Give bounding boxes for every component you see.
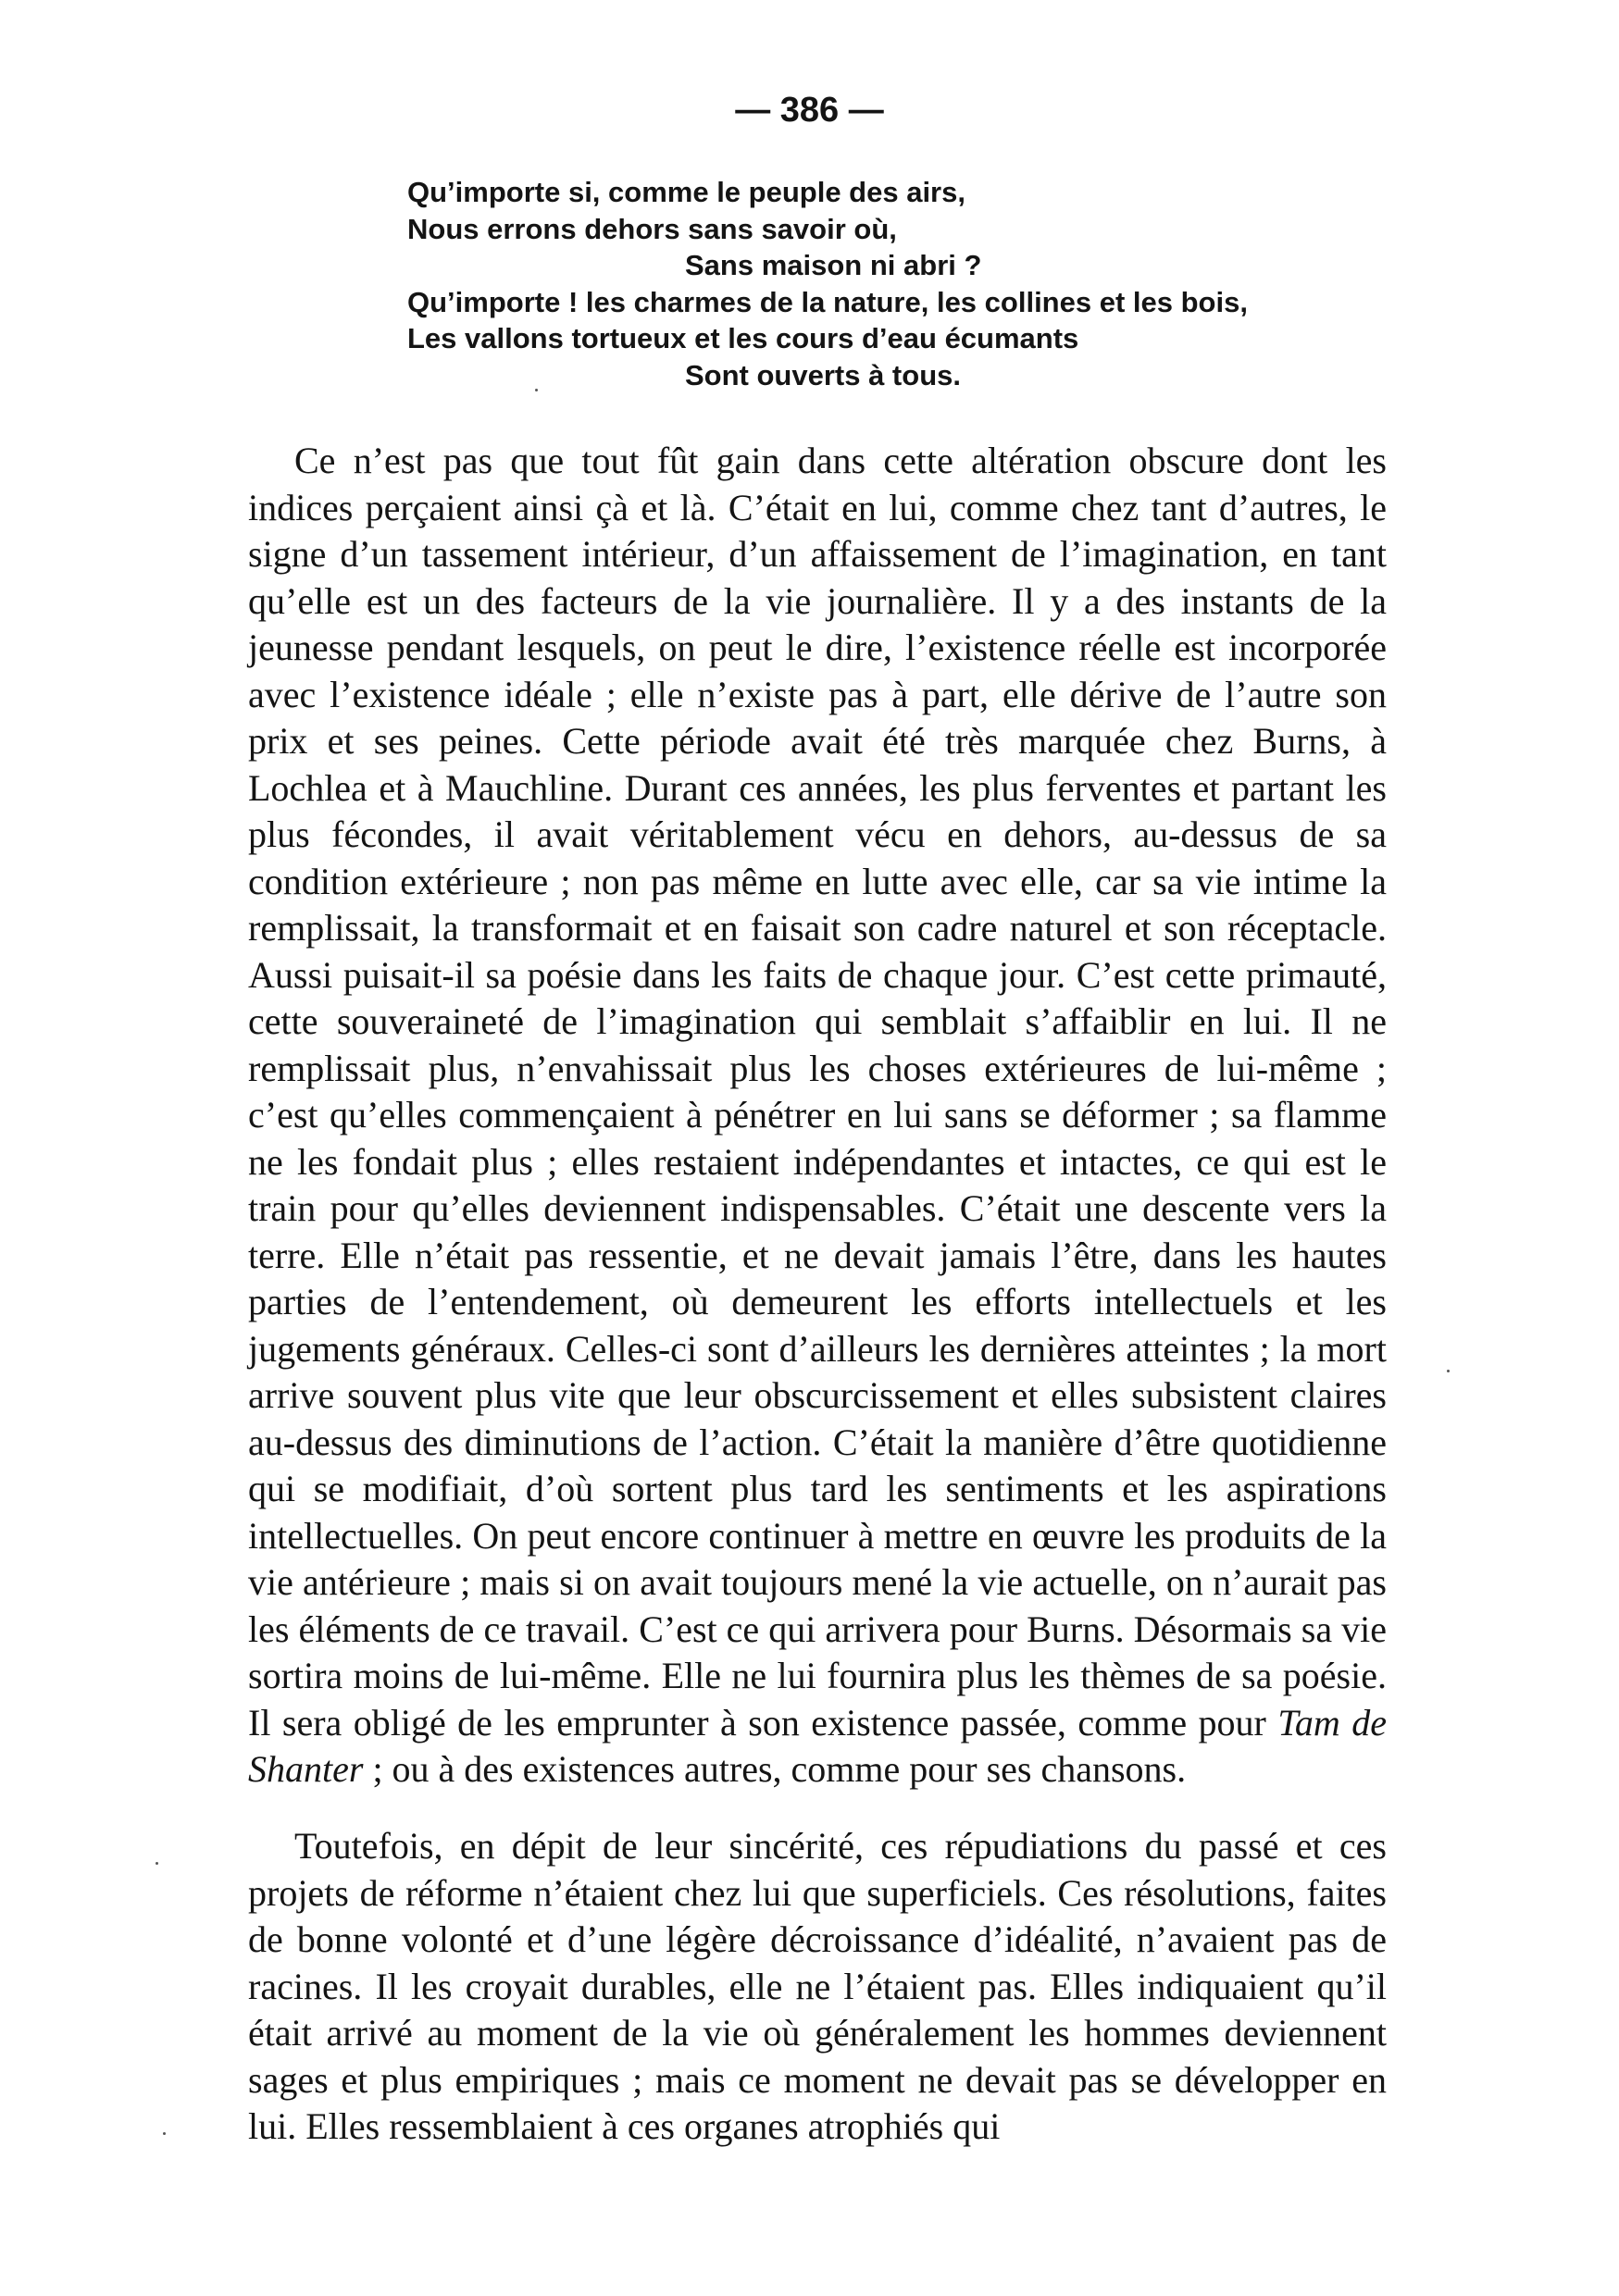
poem-line: Qu’importe ! les charmes de la nature, les collines et les bois, bbox=[407, 285, 1248, 318]
paragraph-1-text-a: Ce n’est pas que tout fût gain dans cette altération obscure dont les indices perçaient ainsi çà et là. C’était en lui, comme chez tant d’autres, le signe d’un tassement intérieur, d’un affaissement de l’imagination, en tant qu’elle est un des facteurs de la vie journalière. Il y a des instants de la jeunesse pendant lesquels, on peut le dire, l’existence réelle est incorporée avec l’existence idéale ; elle n’existe pas à part, elle dérive de l’autre son prix et ses peines. Cette période avait été très marquée chez Burns, à Lochlea et à Mauchline. Durant ces années, les plus ferventes et partant les plus fécondes, il avait véritablement vécu en dehors, au-dessus de sa condition extérieure ; non pas même en lutte avec elle, car sa vie intime la remplissait, la transformait et en faisait son cadre naturel et son réceptacle. Aussi puisait-il sa poésie dans les faits de chaque jour. C’est cette primauté, cette souveraineté de l’imagination qui semblait s’affaiblir en lui. Il ne remplissait plus, n’envahissait plus les choses extérieures de lui-même ; c’est qu’elles commençaient à pénétrer en lui sans se déformer ; sa flamme ne les fondait plus ; elles restaient indépendantes et intactes, ce qui est le train pour qu’elles deviennent indispensables. C’était une descente vers la terre. Elle n’était pas ressentie, et ne devait jamais l’être, dans les hautes parties de l’entendement, où demeurent les efforts intellectuels et les jugements généraux. Celles-ci sont d’ailleurs les dernières atteintes ; la mort arrive souvent plus vite que leur obscurcissement et elles subsistent claires au-dessus des diminutions de l’action. C’était la manière d’être quotidienne qui se modifiait, d’où sortent plus tard les sentiments et les aspirations intellectuelles. On peut encore continuer à mettre en œuvre les produits de la vie antérieure ; mais si on avait toujours mené la vie actuelle, on n’aurait pas les éléments de ce travail. C’est ce qui arrivera pour Burns. Désormais sa vie sortira moins de lui-même. Elle ne lui fournira plus les thèmes de sa poésie. Il sera obligé de les emprunter à son existence passée, comme pour bbox=[248, 440, 1387, 1744]
scan-speck bbox=[156, 1862, 158, 1865]
poem-line: Sont ouverts à tous. bbox=[685, 358, 961, 391]
page-number: — 386 — bbox=[735, 91, 884, 130]
scan-speck bbox=[1447, 1370, 1450, 1372]
poem-line: Sans maison ni abri ? bbox=[685, 249, 982, 281]
poem-line: Qu’importe si, comme le peuple des airs, bbox=[407, 176, 965, 208]
scan-speck bbox=[535, 389, 538, 391]
paragraph-1-text-b: ; ou à des existences autres, comme pour ses chansons. bbox=[363, 1748, 1187, 1790]
scan-speck bbox=[163, 2132, 166, 2135]
poem-line: Nous errons dehors sans savoir où, bbox=[407, 212, 897, 245]
work-title-italic: Tam de Shanter bbox=[248, 1701, 1388, 1790]
paragraph-1 bbox=[248, 438, 1387, 1793]
paragraph-2: Toutefois, en dépit de leur sincérité, ces répudiations du passé et ces projets de réforme n’étaient chez lui que superficiels. Ces résolutions, faites de bonne volonté et d’une légère décroissance d’idéalité, n’avaient pas de racines. Il les croyait durables, elle ne l’étaient pas. Elles indiquaient qu’il était arrivé au moment de la vie où généralement les hommes deviennent sages et plus empiriques ; mais ce moment ne devait pas se développer en lui. Elles ressemblaient à ces organes atrophiés qui bbox=[248, 1825, 1387, 2147]
poem-line: Les vallons tortueux et les cours d’eau écumants bbox=[407, 322, 1079, 354]
poem-quotation bbox=[407, 174, 1248, 393]
